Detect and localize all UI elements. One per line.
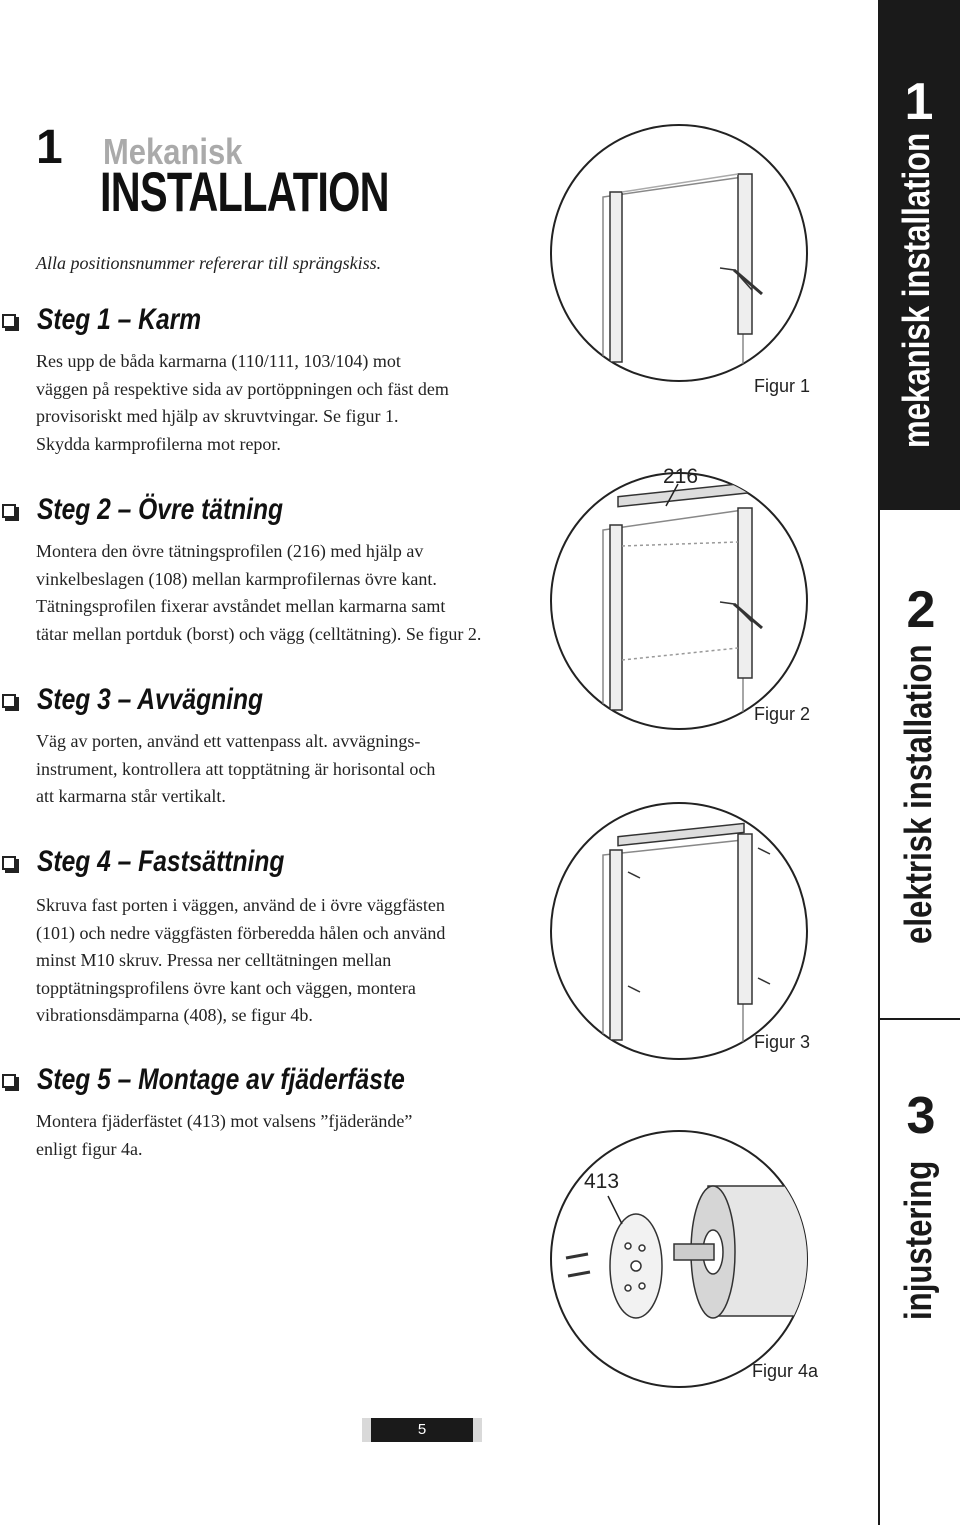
step-body	[36, 892, 516, 1030]
step-3	[0, 682, 520, 806]
step-1	[0, 302, 520, 454]
text-line: tätar mellan portduk (borst) och vägg (celltätning). Se figur 2.	[36, 623, 482, 644]
text-line: väggen på respektive sida av portöppningen och fäst dem	[36, 378, 449, 399]
step-title: Steg 4 – Fastsättning	[37, 845, 285, 878]
step-title: Steg 1 – Karm	[37, 303, 202, 336]
figure-3-caption: Figur 3	[754, 1032, 811, 1052]
chapter-title: INSTALLATION	[100, 160, 389, 223]
step-body	[36, 1108, 516, 1163]
tab-label: mekanisk installation	[896, 132, 938, 448]
text-line: Skruva fast porten i väggen, använd de i övre väggfästen	[36, 895, 445, 915]
checkbox-icon[interactable]	[2, 314, 16, 328]
page-number-badge	[362, 1418, 482, 1442]
chapter-number: 1	[36, 121, 63, 174]
step-title: Steg 5 – Montage av fjäderfäste	[37, 1063, 405, 1096]
figure-2-illustration	[548, 470, 810, 732]
step-2	[0, 492, 520, 644]
step-4	[0, 844, 520, 1025]
text-line: minst M10 skruv. Pressa ner celltätningen mellan	[36, 950, 392, 970]
chapter-subtitle: Mekanisk	[103, 131, 243, 172]
figure-4a-callout: 413	[584, 1170, 620, 1193]
text-line: Res upp de båda karmarna (110/111, 103/104) mot	[36, 351, 401, 371]
text-line: Väg av porten, använd ett vattenpass alt. avvägnings-	[36, 731, 421, 751]
figure-4a-illustration	[548, 1128, 810, 1390]
step-body	[36, 728, 516, 811]
tab-label: injustering	[898, 1160, 940, 1320]
step-body	[36, 348, 516, 458]
page-number: 5	[371, 1418, 473, 1442]
tab-label: elektrisk installation	[898, 644, 940, 944]
tab-number: 1	[904, 73, 934, 131]
text-line: Montera fjäderfästet (413) mot valsens ”fjäderände”	[36, 1111, 413, 1131]
text-line: enligt figur 4a.	[36, 1138, 143, 1159]
text-line: provisoriskt med hjälp av skruvtvingar. Se figur 1.	[36, 406, 399, 426]
figure-2-caption: Figur 2	[754, 704, 811, 724]
figure-2-callout: 216	[663, 465, 699, 488]
text-line: att karmarna står vertikalt.	[36, 786, 226, 806]
text-line: instrument, kontrollera att topptätning är horisontal och	[36, 758, 436, 779]
text-line: Tätningsprofilen fixerar avståndet mellan karmarna samt	[36, 596, 446, 616]
text-line: Montera den övre tätningsprofilen (216) med hjälp av	[36, 541, 424, 561]
tab-number: 2	[906, 581, 936, 639]
checkbox-icon[interactable]	[2, 856, 16, 870]
checkbox-icon[interactable]	[2, 504, 16, 518]
tab-mekanisk-installation[interactable]	[878, 0, 960, 510]
figure-1-illustration	[548, 122, 810, 384]
intro-text: Alla positionsnummer refererar till sprängskiss.	[36, 253, 382, 273]
step-title: Steg 2 – Övre tätning	[37, 493, 284, 526]
tab-elektrisk-installation[interactable]	[878, 510, 960, 1018]
step-body	[36, 538, 516, 648]
figure-3-illustration	[548, 800, 810, 1062]
checkbox-icon[interactable]	[2, 694, 16, 708]
figure-4a-caption: Figur 4a	[752, 1361, 819, 1381]
text-line: vinkelbeslagen (108) mellan karmprofilernas övre kant.	[36, 568, 437, 589]
step-5	[0, 1062, 520, 1159]
text-line: Skydda karmprofilerna mot repor.	[36, 433, 281, 454]
tab-number: 3	[906, 1087, 936, 1145]
step-title: Steg 3 – Avvägning	[37, 683, 264, 716]
checkbox-icon[interactable]	[2, 1074, 16, 1088]
tab-injustering[interactable]	[878, 1018, 960, 1525]
text-line: topptätningsprofilens övre kant och väggen, montera	[36, 977, 416, 998]
figure-1-caption: Figur 1	[754, 376, 811, 396]
text-line: (101) och nedre väggfästen förberedda hålen och använd	[36, 922, 446, 943]
text-line: vibrationsdämparna (408), se figur 4b.	[36, 1005, 313, 1025]
